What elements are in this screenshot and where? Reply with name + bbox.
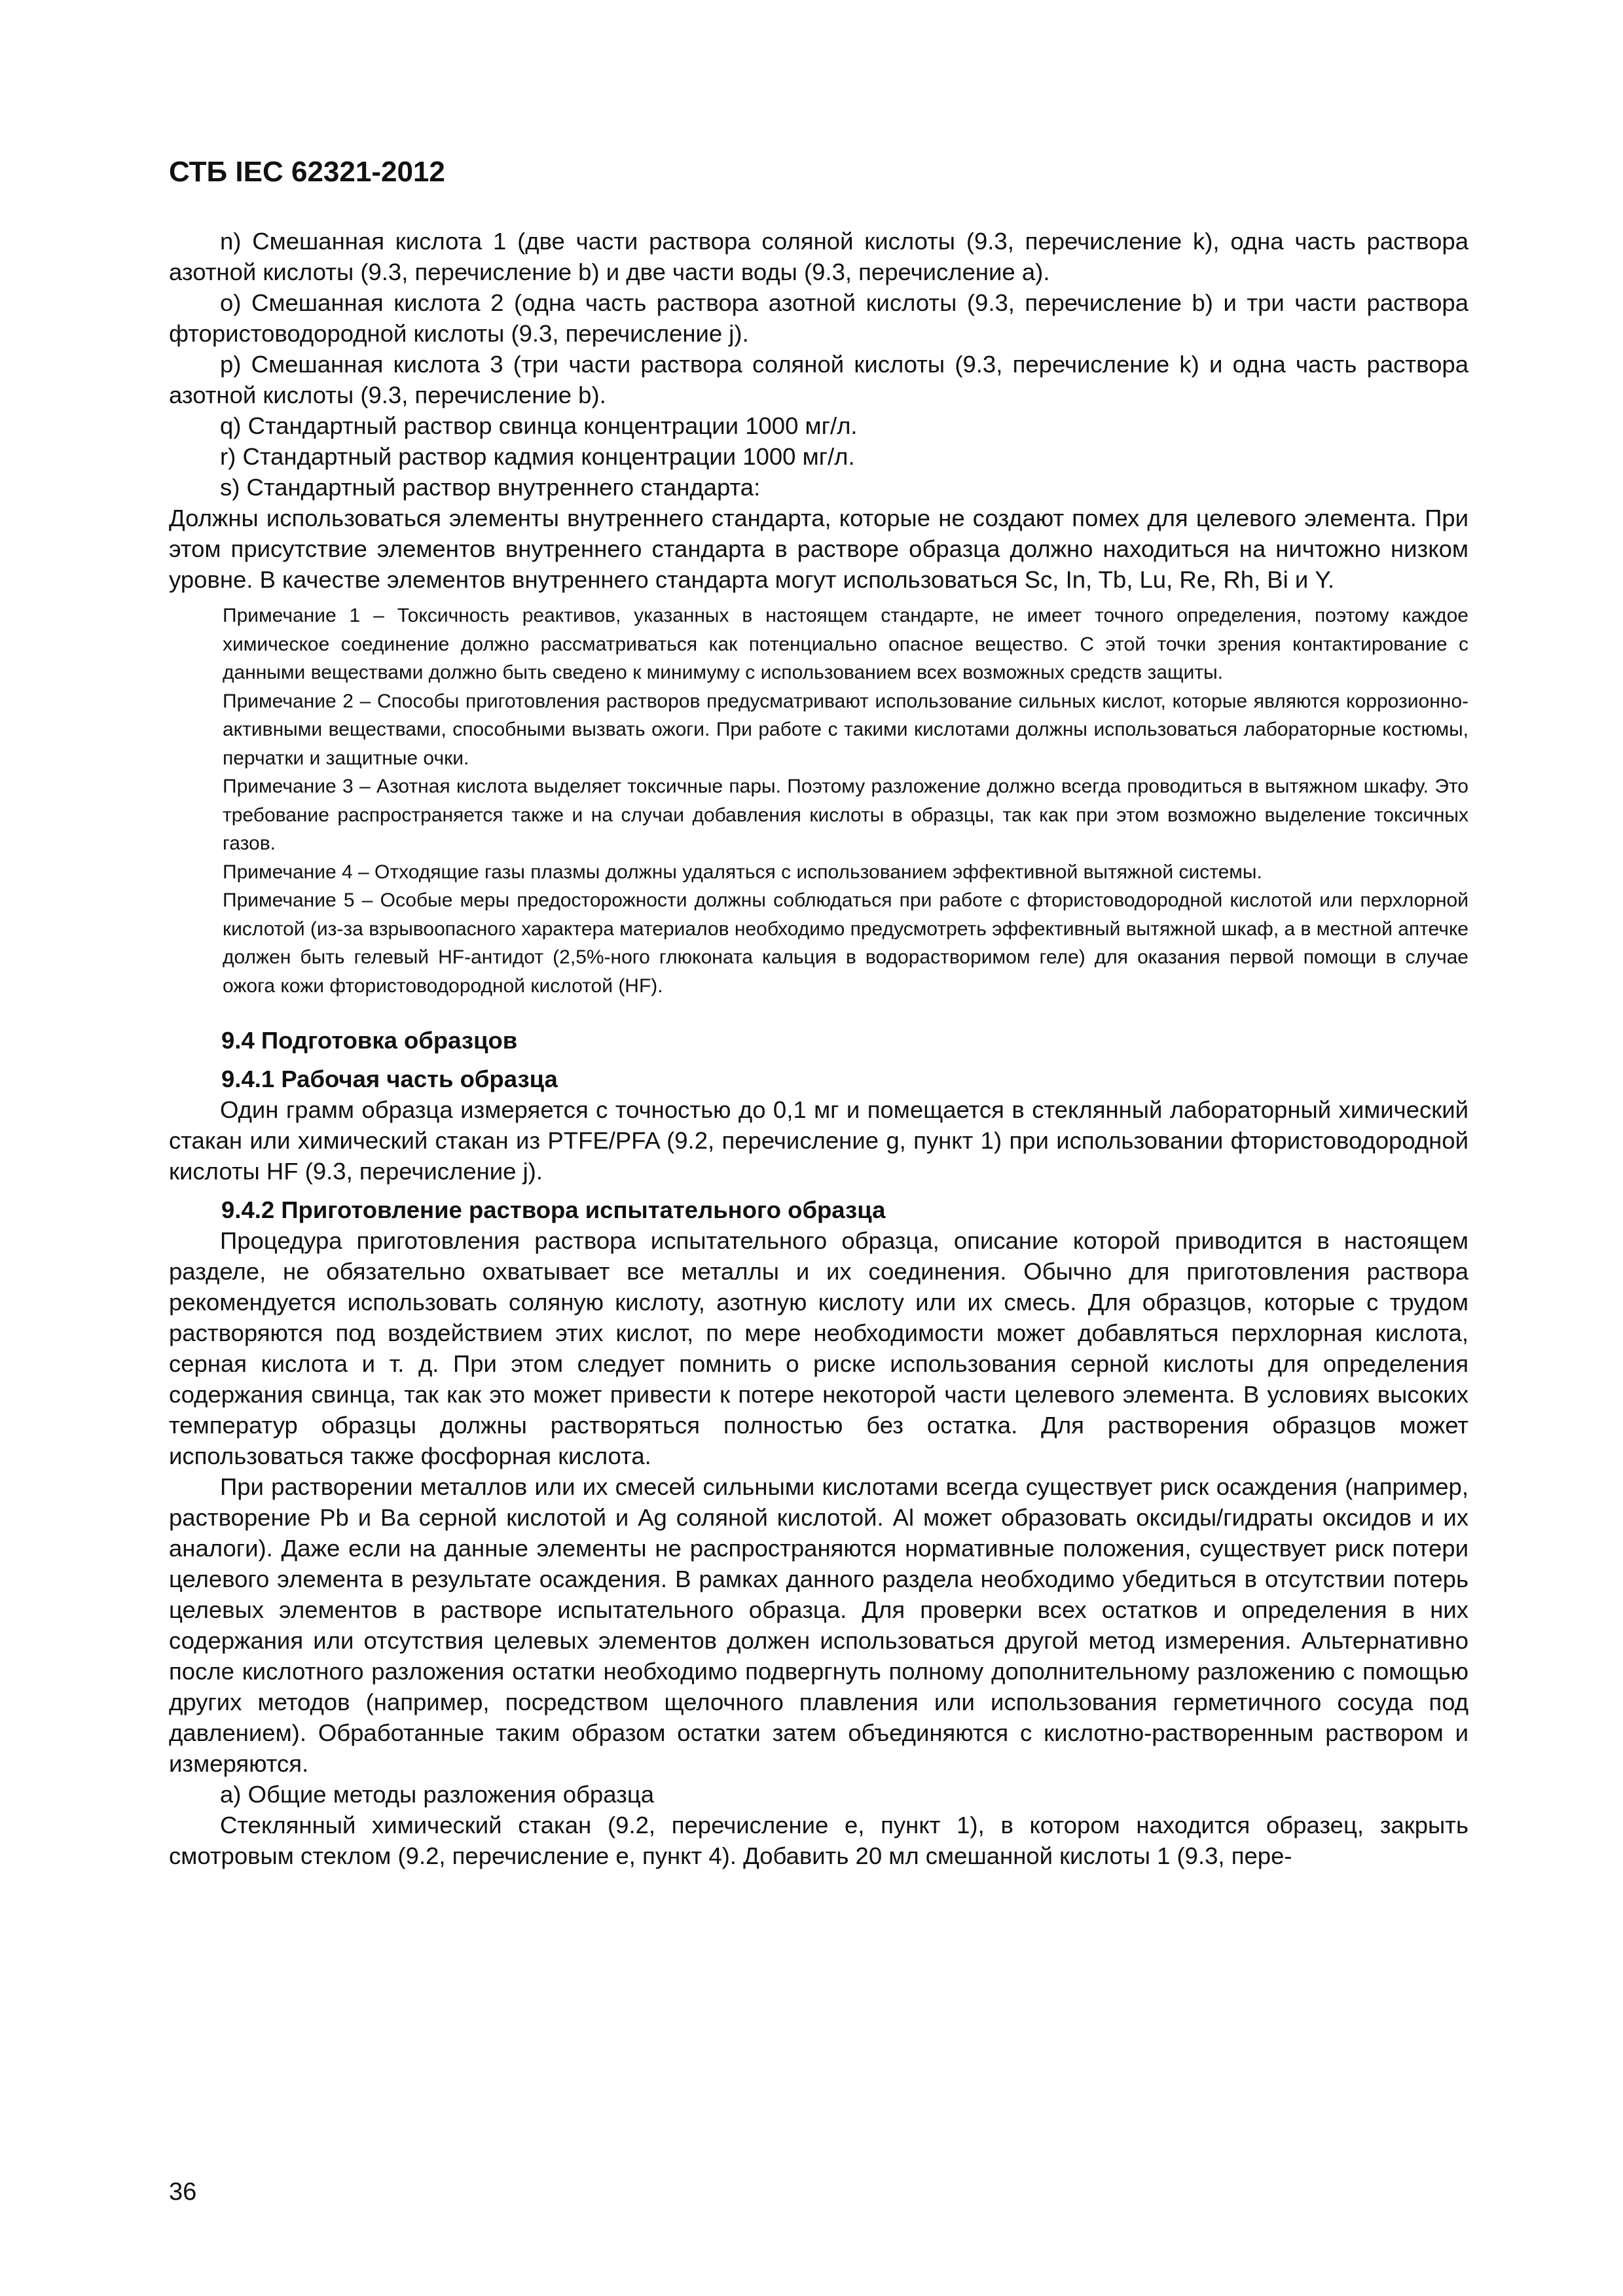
list-item-n: n) Смешанная кислота 1 (две части раствора соляной кислоты (9.3, перечисление k), одна часть раствора азотной кислоты (9.3, перечисление b) и две части воды (9.3, перечисление a).	[169, 228, 1468, 285]
subsection-9-4-2-item-a: a) Общие методы разложения образца	[220, 1781, 655, 1808]
note-4: Примечание 4 – Отходящие газы плазмы должны удаляться с использованием эффективной вытяжной системы.	[223, 861, 1262, 883]
list-item-p: p) Смешанная кислота 3 (три части раствора соляной кислоты (9.3, перечисление k) и одна часть раствора азотной кислоты (9.3, перечисление b).	[169, 351, 1468, 408]
subsection-heading-9-4-2: 9.4.2 Приготовление раствора испытательного образца	[221, 1196, 886, 1223]
section-heading-9-4: 9.4 Подготовка образцов	[221, 1027, 518, 1054]
notes-block	[169, 601, 1468, 1000]
note-1: Примечание 1 – Токсичность реактивов, указанных в настоящем стандарте, не имеет точного определения, поэтому каждое химическое соединение должно рассматриваться как потенциально опасное вещество. С этой точки зрения контактирование с данными веществами должно быть сведено к минимуму с использованием всех возможных средств защиты.	[223, 605, 1468, 683]
subsection-9-4-2-paragraph-3: Стеклянный химический стакан (9.2, перечисление e, пункт 1), в котором находится образец, закрыть смотровым стеклом (9.2, перечисление e, пункт 4). Добавить 20 мл смешанной кислоты 1 (9.3, пере-	[169, 1812, 1468, 1869]
note-3: Примечание 3 – Азотная кислота выделяет токсичные пары. Поэтому разложение должно всегда проводиться в вытяжном шкафу. Это требование распространяется также и на случаи добавления кислоты в образцы, так как при этом возможно выделение токсичных газов.	[223, 776, 1468, 854]
document-header-title: СТБ IEC 62321-2012	[169, 156, 445, 188]
list-item-r: r) Стандартный раствор кадмия концентрации 1000 мг/л.	[220, 443, 855, 470]
list-item-q: q) Стандартный раствор свинца концентрации 1000 мг/л.	[220, 412, 858, 439]
note-5: Примечание 5 – Особые меры предосторожности должны соблюдаться при работе с фтористоводородной кислотой или перхлорной кислотой (из-за взрывоопасного характера материалов необходимо предусмотреть эффективный вытяжной шкаф, а в местной аптечке должен быть гелевый HF-антидот (2,5%-ного глюконата кальция в водорастворимом геле) для оказания первой помощи в случае ожога кожи фтористоводородной кислотой (HF).	[223, 889, 1468, 997]
internal-standard-paragraph: Должны использоваться элементы внутреннего стандарта, которые не создают помех для целевого элемента. При этом присутствие элементов внутреннего стандарта в растворе образца должно находиться на ничтожно низком уровне. В качестве элементов внутреннего стандарта могут использоваться Sc, In, Tb, Lu, Re, Rh, Bi и Y.	[169, 505, 1468, 593]
document-body	[169, 226, 1468, 1871]
page-number: 36	[169, 2178, 197, 2206]
subsection-9-4-1-text: Один грамм образца измеряется с точностью до 0,1 мг и помещается в стеклянный лабораторный химический стакан или химический стакан из PTFE/PFA (9.2, перечисление g, пункт 1) при использовании фтористоводородной кислоты HF (9.3, перечисление j).	[169, 1096, 1468, 1185]
subsection-9-4-2-paragraph-1: Процедура приготовления раствора испытательного образца, описание которой приводится в настоящем разделе, не обязательно охватывает все металлы и их соединения. Обычно для приготовления раствора рекомендуется использовать соляную кислоту, азотную кислоту или их смесь. Для образцов, которые с трудом растворяются под воздействием этих кислот, по мере необходимости может добавляться перхлорная кислота, серная кислота и т. д. При этом следует помнить о риске использования серной кислоты для определения содержания свинца, так как это может привести к потере некоторой части целевого элемента. В условиях высоких температур образцы должны растворяться полностью без остатка. Для растворения образцов может использоваться также фосфорная кислота.	[169, 1227, 1468, 1469]
list-item-o: o) Смешанная кислота 2 (одна часть раствора азотной кислоты (9.3, перечисление b) и три части раствора фтористоводородной кислоты (9.3, перечисление j).	[169, 289, 1468, 347]
note-2: Примечание 2 – Способы приготовления растворов предусматривают использование сильных кислот, которые являются коррозионно-активными веществами, способными вызвать ожоги. При работе с такими кислотами должны использоваться лабораторные костюмы, перчатки и защитные очки.	[223, 690, 1468, 769]
list-item-s: s) Стандартный раствор внутреннего стандарта:	[220, 474, 761, 501]
subsection-heading-9-4-1: 9.4.1 Рабочая часть образца	[221, 1066, 558, 1092]
subsection-9-4-2-paragraph-2: При растворении металлов или их смесей сильными кислотами всегда существует риск осаждения (например, растворение Pb и Ba серной кислотой и Ag соляной кислотой. Al может образовать оксиды/гидраты оксидов и их аналоги). Даже если на данные элементы не распространяются нормативные положения, существует риск потери целевого элемента в результате осаждения. В рамках данного раздела необходимо убедиться в отсутствии потерь целевых элементов в растворе испытательного образца. Для проверки всех остатков и определения в них содержания или отсутствия целевых элементов должен использоваться другой метод измерения. Альтернативно после кислотного разложения остатки необходимо подвергнуть полному дополнительному разложению с помощью других методов (например, посредством щелочного плавления или использования герметичного сосуда под давлением). Обработанные таким образом остатки затем объединяются с кислотно-растворенным раствором и измеряются.	[169, 1473, 1468, 1777]
